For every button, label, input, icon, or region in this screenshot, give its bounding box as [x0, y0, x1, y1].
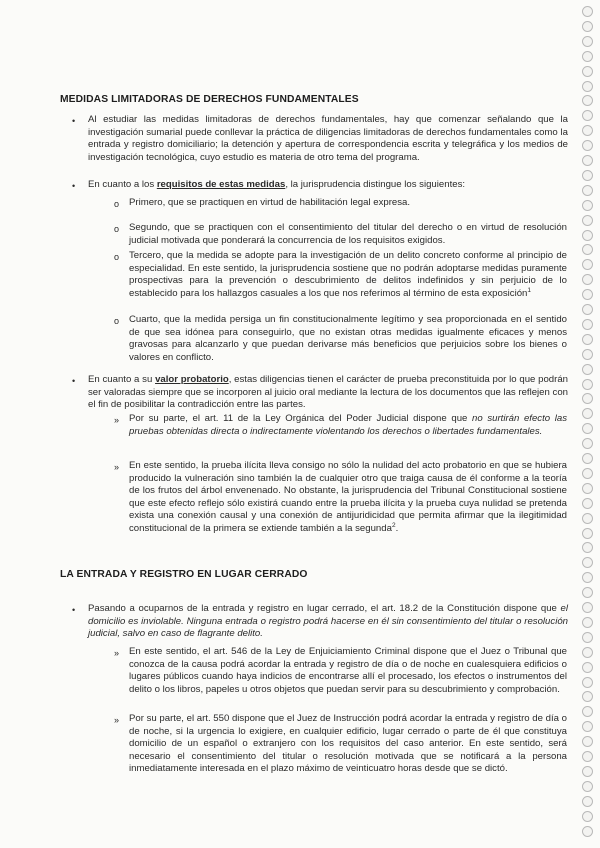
binder-hole	[582, 766, 593, 777]
paragraph-valor-probatorio: En cuanto a su valor probatorio, estas diligencias tienen el carácter de prueba preconstituida por lo que podrán ser valoradas siempre que se incorporen al juicio oral mediante la lectura de los documentos que las reflejen con el fin de posibilitar la contradicción entre las partes.	[88, 374, 568, 410]
paragraph-intro: Al estudiar las medidas limitadoras de derechos fundamentales, hay que comenzar señalando que la investigación sumarial puede conllevar la práctica de diligencias limitadoras de derechos fundamentales como la entrada y registro domiciliario; la detención y apertura de correspondencia escrita y telegráfica y los medios de investigación tecnológica, cuyo estudio es materia de otro tema del programa.	[88, 114, 568, 163]
footnote-ref: 1	[527, 286, 531, 294]
binder-hole	[582, 781, 593, 792]
section-title-entrada-registro: LA ENTRADA Y REGISTRO EN LUGAR CERRADO	[60, 569, 308, 580]
binder-hole	[582, 185, 593, 196]
binder-hole	[582, 542, 593, 553]
requisito-item: Segundo, que se practiquen con el consentimiento del titular del derecho o en virtud de resolución judicial motivada que ponderará la concurrencia de los requisitos exigidos.	[129, 222, 567, 246]
paragraph-art-546: En este sentido, el art. 546 de la Ley de Enjuiciamiento Criminal dispone que el Juez o Tribunal que conozca de la causa podrá acordar la entrada y registro de día o de noche en cualesquiera edificios o lugares públicos cuando haya indicios de encontrarse allí el procesado, los efectos o instrumentos del delito o los libros, papeles u otros objetos que puedan servir para su descubrimiento y comprobación.	[129, 646, 567, 695]
binder-hole	[582, 349, 593, 360]
bullet-icon: •	[72, 376, 76, 386]
binder-hole	[582, 140, 593, 151]
paragraph-art-550: Por su parte, el art. 550 dispone que el Juez de Instrucción podrá acordar la entrada y registro de día o de noche, si la urgencia lo exigiere, en cualquier edificio, lugar cerrado o parte de él que constituya domicilio de un español o extranjero con los requisitos del caso anterior. En este sentido, será necesario el consentimiento del titular o resolución motivada que se notificará a la persona inmediatamente interesada en el plazo máximo de veinticuatro horas desde que se dictó.	[129, 713, 567, 774]
binder-hole	[582, 721, 593, 732]
arrow-bullet-icon: »	[114, 415, 120, 425]
binder-hole	[582, 423, 593, 434]
binder-hole	[582, 438, 593, 449]
requisito-item: Primero, que se practiquen en virtud de habilitación legal expresa.	[129, 197, 411, 208]
binder-hole	[582, 110, 593, 121]
binder-hole	[582, 274, 593, 285]
binder-hole	[582, 379, 593, 390]
binder-hole	[582, 677, 593, 688]
paragraph-prueba-ilicita: En este sentido, la prueba ilícita lleva consigo no sólo la nulidad del acto probatorio en que se hubiera producido la vulneración sino también la de cualquier otro que traiga causa de él conforme a la teoría de los frutos del árbol envenenado. No obstante, la jurisprudencia del Tribunal Constitucional sostiene que este efecto reflejo sólo existirá cuando entre la prueba ilícita y la prueba cuya nulidad se pretenda exista una conexión causal y una conexión de antijuridicidad que permita afirmar que la ilegitimidad constitucional de la primera se extiende también a la segunda$^2$.	[129, 460, 567, 534]
binder-hole	[582, 826, 593, 837]
binder-hole	[582, 662, 593, 673]
binder-hole	[582, 408, 593, 419]
requisito-item: Tercero, que la medida se adopte para la investigación de un delito concreto conforme al principio de especialidad. En este sentido, la jurisprudencia sostiene que no podrán adoptarse medidas puramente prospectivas para la prevención o descubrimiento de delitos indefinidos y sin perjuicio de lo establecido para los hallazgos casuales a los que nos referimos al término de esta exposición$^1$	[129, 250, 567, 299]
binder-hole	[582, 259, 593, 270]
binder-hole	[582, 751, 593, 762]
binder-hole	[582, 528, 593, 539]
binder-hole	[582, 304, 593, 315]
binder-hole	[582, 319, 593, 330]
binder-hole	[582, 602, 593, 613]
binder-hole	[582, 483, 593, 494]
binder-hole	[582, 572, 593, 583]
binder-hole	[582, 215, 593, 226]
binder-hole	[582, 557, 593, 568]
binder-hole	[582, 244, 593, 255]
binder-hole	[582, 647, 593, 658]
binder-hole	[582, 364, 593, 375]
arrow-bullet-icon: »	[114, 648, 120, 658]
binder-hole	[582, 200, 593, 211]
paragraph-constitucion: Pasando a ocuparnos de la entrada y registro en lugar cerrado, el art. 18.2 de la Constitución dispone que el domicilio es inviolable. Ninguna entrada o registro podrá hacerse en él sin consentimiento del titular o resolución judicial, salvo en caso de flagrante delito.	[88, 603, 568, 639]
paragraph-lopj: Por su parte, el art. 11 de la Ley Orgánica del Poder Judicial dispone que no surtirán efecto las pruebas obtenidas directa o indirectamente violentando los derechos o libertades fundamentales.	[129, 413, 567, 437]
binder-hole	[582, 513, 593, 524]
requisito-item: Cuarto, que la medida persiga un fin constitucionalmente legítimo y sea proporcionada en el sentido de que sea idónea para conseguirlo, que no existan otras medidas igualmente eficaces y menos gravosas para alcanzarlo y que puedan derivarse más beneficios que perjuicios sobre los bienes o valores en conflicto.	[129, 314, 567, 363]
sub-bullet-icon: o	[114, 224, 120, 234]
bullet-icon: •	[72, 605, 76, 615]
arrow-bullet-icon: »	[114, 462, 120, 472]
binder-hole	[582, 289, 593, 300]
binder-hole	[582, 230, 593, 241]
binder-hole	[582, 811, 593, 822]
binder-hole	[582, 691, 593, 702]
binder-hole	[582, 587, 593, 598]
binder-hole	[582, 6, 593, 17]
binder-hole	[582, 736, 593, 747]
binder-hole	[582, 95, 593, 106]
binder-hole	[582, 632, 593, 643]
binder-hole	[582, 21, 593, 32]
binder-hole	[582, 170, 593, 181]
footnote-ref: 2	[391, 521, 396, 529]
binder-hole	[582, 81, 593, 92]
binder-hole	[582, 36, 593, 47]
binder-hole	[582, 468, 593, 479]
binder-hole	[582, 66, 593, 77]
binder-hole	[582, 155, 593, 166]
binder-hole	[582, 617, 593, 628]
binder-holes	[582, 6, 594, 842]
sub-bullet-icon: o	[114, 316, 120, 326]
binder-hole	[582, 334, 593, 345]
sub-bullet-icon: o	[114, 252, 120, 262]
binder-hole	[582, 125, 593, 136]
binder-hole	[582, 796, 593, 807]
arrow-bullet-icon: »	[114, 715, 120, 725]
sub-bullet-icon: o	[114, 199, 120, 209]
bullet-icon: •	[72, 181, 76, 191]
binder-hole	[582, 393, 593, 404]
valor-probatorio-text: valor probatorio	[155, 374, 229, 385]
binder-hole	[582, 453, 593, 464]
binder-hole	[582, 706, 593, 717]
requisitos-link-text: requisitos de estas medidas	[156, 179, 286, 190]
bullet-icon: •	[72, 116, 76, 126]
binder-hole	[582, 498, 593, 509]
section-title-medidas: MEDIDAS LIMITADORAS DE DERECHOS FUNDAMENTALES	[60, 94, 359, 105]
binder-hole	[582, 51, 593, 62]
paragraph-requisitos: En cuanto a los requisitos de estas medidas, la jurisprudencia distingue los siguientes:	[88, 179, 466, 190]
